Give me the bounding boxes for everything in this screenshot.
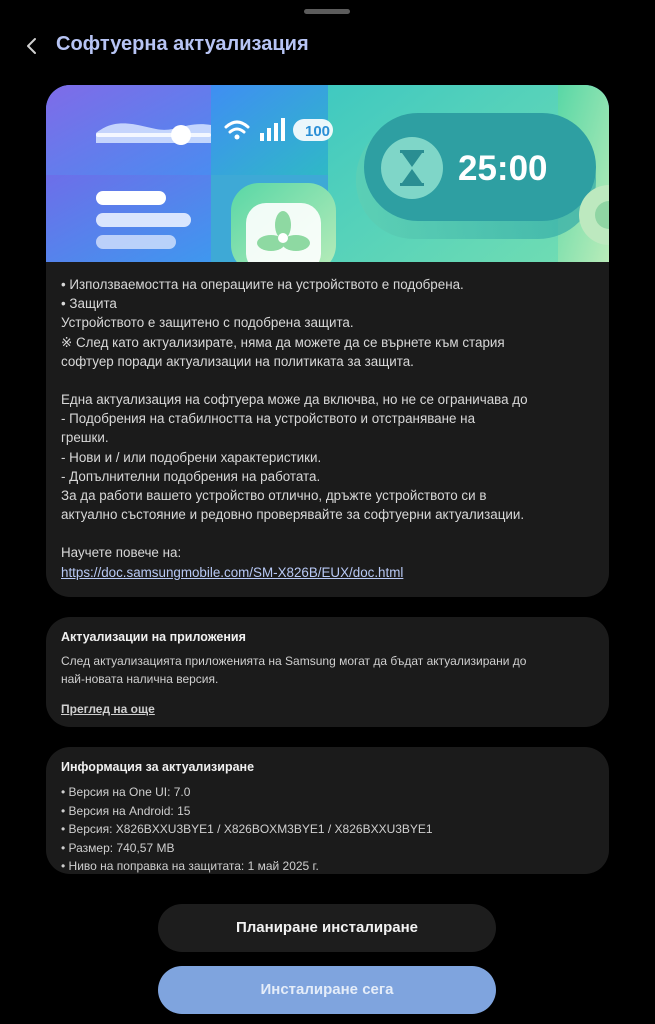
info-item-one-ui-version: • Версия на One UI: 7.0: [61, 785, 191, 799]
info-item-build-version: • Версия: X826BXXU3BYE1 / X826BOXM3BYE1 / X826BXXU3BYE1: [61, 822, 433, 836]
update-info-card: [46, 747, 609, 874]
info-item-security-patch: • Ниво на поправка на защитата: 1 май 2025 г.: [61, 859, 319, 873]
back-button[interactable]: [20, 32, 46, 60]
drag-handle[interactable]: [304, 9, 350, 14]
app-updates-line: най-новата налична версия.: [61, 672, 219, 686]
install-now-button[interactable]: Инсталиране сега: [158, 966, 496, 1014]
learn-more-link[interactable]: https://doc.samsungmobile.com/SM-X826B/EUX/doc.html: [61, 564, 404, 580]
schedule-install-button[interactable]: Планиране инсталиране: [158, 904, 496, 952]
note-line: грешки.: [61, 430, 109, 446]
view-more-link[interactable]: Преглед на още: [61, 702, 155, 716]
note-line: актуално състояние и редовно проверявайте за софтуерни актуализации.: [61, 507, 525, 523]
note-spacer: [61, 371, 596, 390]
note-line: - Допълнителни подобрения на работата.: [61, 468, 321, 484]
info-item-android-version: • Версия на Android: 15: [61, 803, 191, 818]
note-line: Устройството е защитено с подобрена защита.: [61, 315, 354, 331]
update-info-list: [61, 783, 601, 874]
release-notes-card: [46, 85, 609, 597]
note-line: • Използваемостта на операциите на устройството е подобрена.: [61, 277, 464, 292]
note-line: За да работи вашето устройство отлично, дръжте устройството си в: [61, 488, 487, 504]
note-line: • Защита: [61, 296, 117, 312]
note-spacer: [61, 524, 596, 543]
note-line: Една актуализация на софтуера може да включва, но не се ограничава до: [61, 392, 528, 408]
page-title: Софтуерна актуализация: [56, 33, 309, 55]
note-line: софтуер поради актуализации на политиката за защита.: [61, 353, 414, 369]
app-updates-title: Актуализации на приложения: [61, 630, 246, 644]
release-notes: [61, 275, 596, 582]
app-header: [0, 28, 655, 64]
app-updates-card: [46, 617, 609, 727]
app-updates-line: След актуализацията приложенията на Samsung могат да бъдат актуализирани до: [61, 654, 527, 668]
app-updates-text: [61, 652, 591, 688]
update-info-title: Информация за актуализиране: [61, 760, 255, 774]
note-line: ※ След като актуализирате, няма да можете да се върнете към стария: [61, 334, 505, 350]
note-line: Научете повече на:: [61, 545, 182, 561]
info-item-size: • Размер: 740,57 MB: [61, 840, 175, 855]
chevron-left-icon: [20, 32, 46, 60]
timer-text: 25:00: [458, 149, 548, 188]
update-banner-illustration: [46, 85, 609, 262]
note-line: - Нови и / или подобрени характеристики.: [61, 449, 322, 465]
battery-level-text: 100: [305, 123, 331, 140]
note-line: - Подобрения на стабилността на устройството и отстраняване на: [61, 411, 476, 427]
